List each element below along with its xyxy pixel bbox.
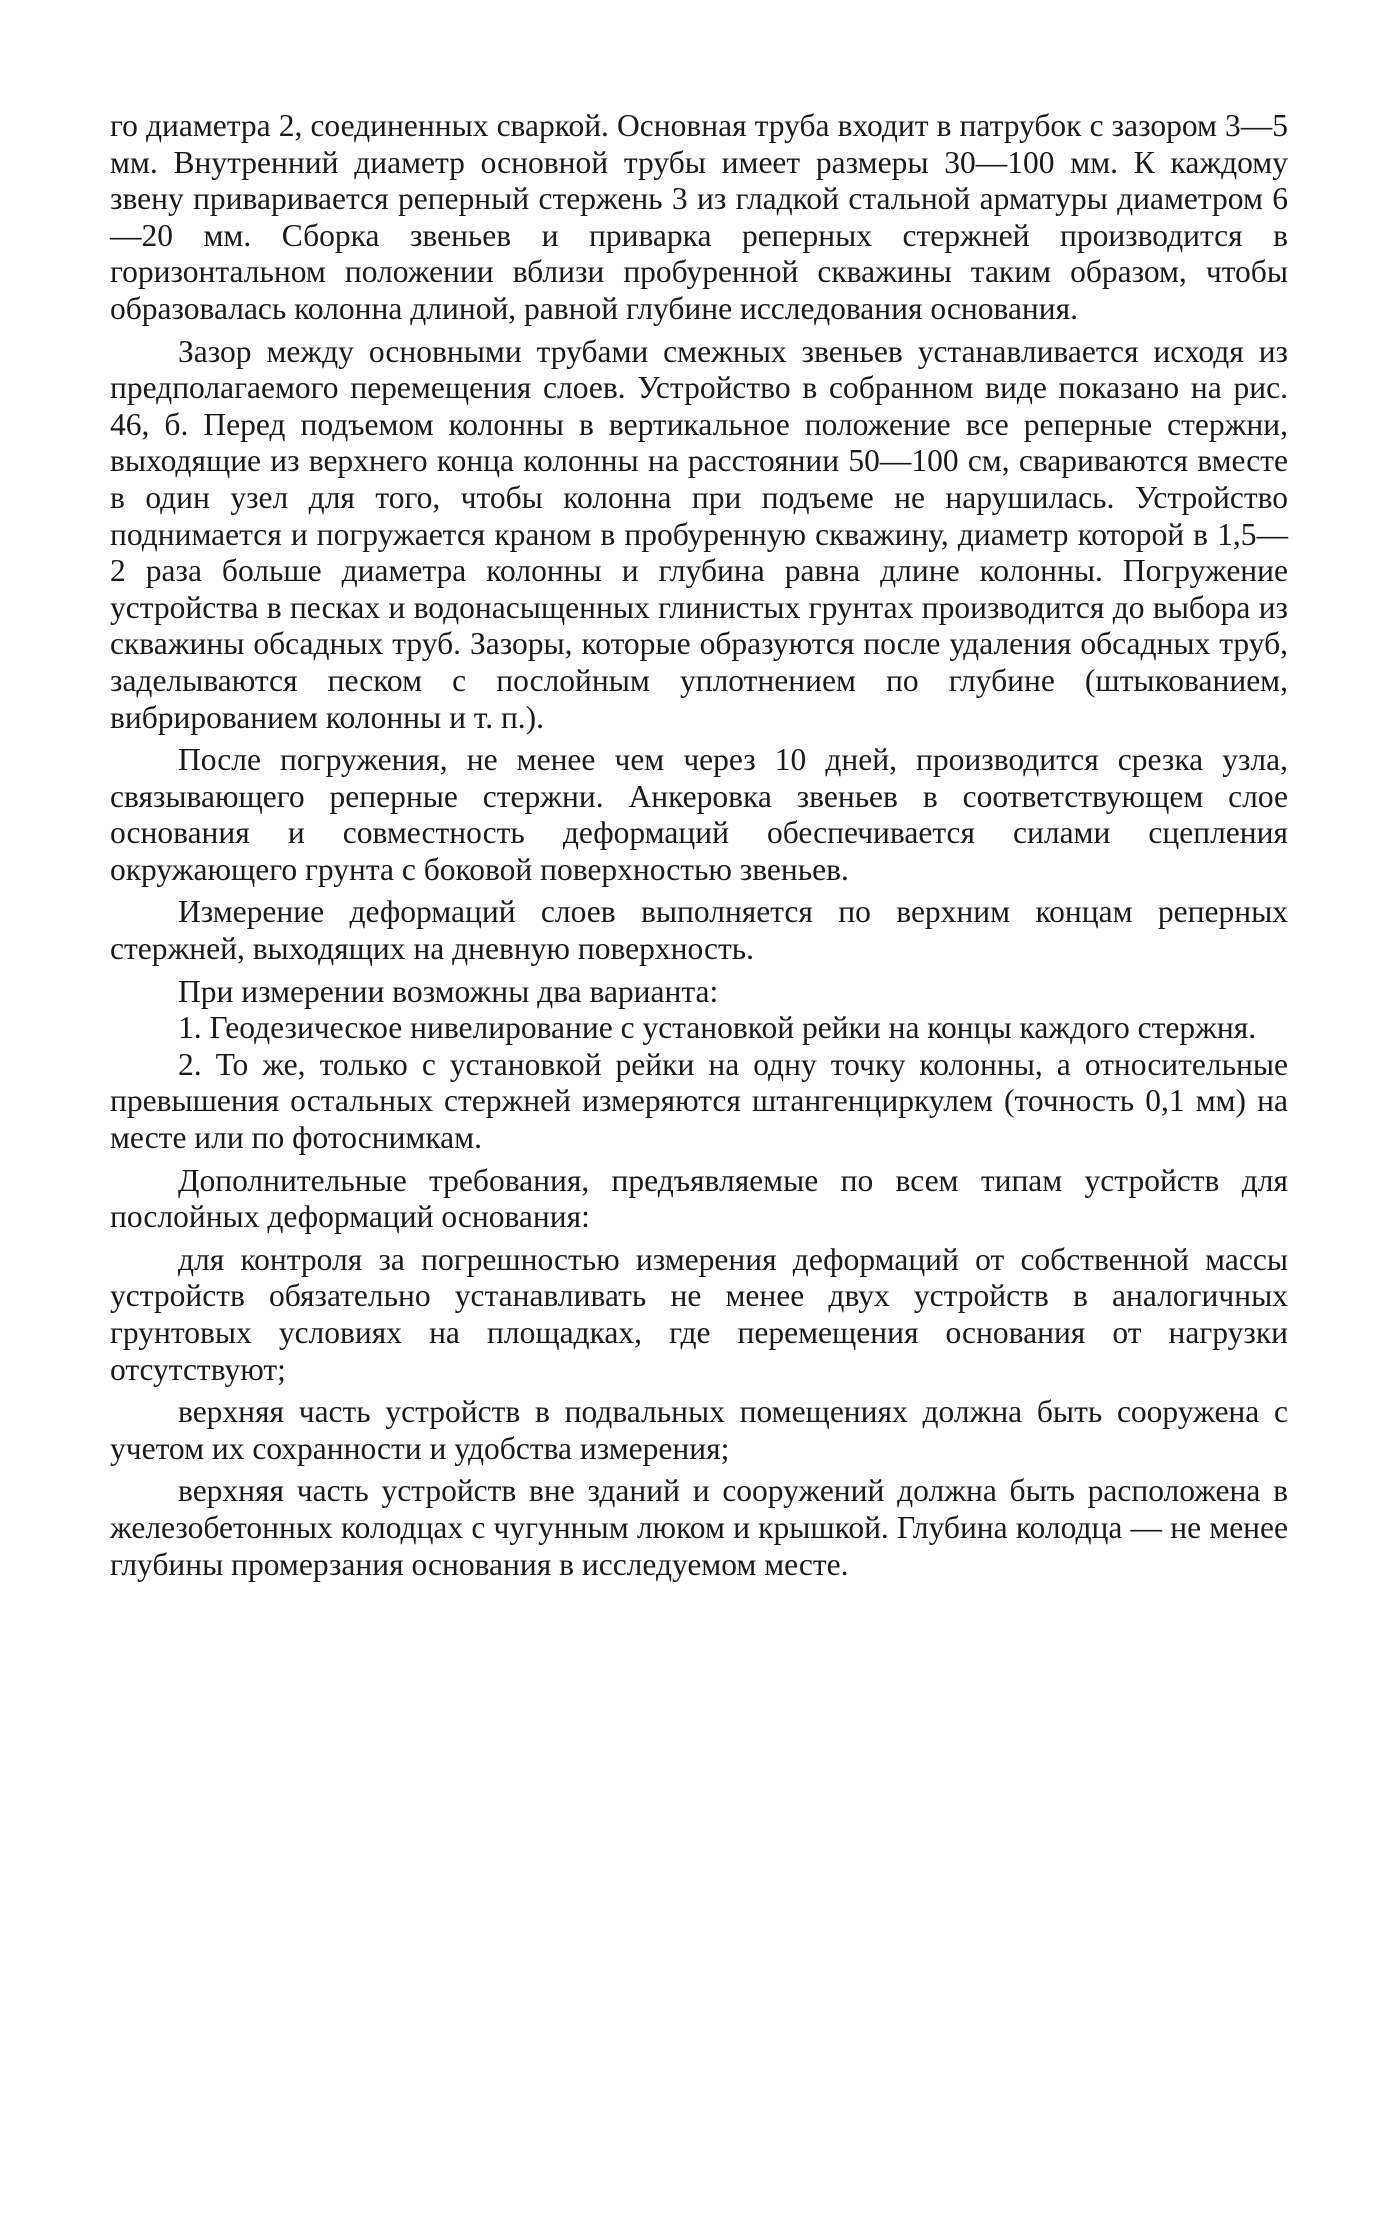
paragraph-gap-installation: Зазор между основными трубами смежных звеньев устанавливается исходя из предполагаемого перемещения слоев. Устройство в собранном виде показано на рис. 46, б. Перед подъемом колонны в вертикальное положение все реперные стержни, выходящие из верхнего конца колонны на расстоянии 50—100 см, свариваются вместе в один узел для того, чтобы колонна при подъеме не нарушилась. Устройство поднимается и погружается краном в пробуренную скважину, диаметр которой в 1,5—2 раза больше диаметра колонны и глубина равна длине колонны. Погружение устройства в песках и водонасыщенных глинистых грунтах производится до выбора из скважины обсадных труб. Зазоры, которые образуются после удаления обсадных труб, заделываются песком с послойным уплотнением по глубине (штыкованием, вибрированием колонны и т. п.). bbox=[110, 333, 1288, 735]
requirement-item-control: для контроля за погрешностью измерения деформаций от собственной массы устройств обязательно устанавливать не менее двух устройств в аналогичных грунтовых условиях на площадках, где перемещения основания от нагрузки отсутствуют; bbox=[110, 1241, 1288, 1387]
list-item-variant-2: 2. То же, только с установкой рейки на одну точку колонны, а относительные превышения остальных стержней измеряются штангенциркулем (точность 0,1 мм) на месте или по фотоснимкам. bbox=[110, 1046, 1288, 1156]
requirement-item-outside: верхняя часть устройств вне зданий и сооружений должна быть расположена в железобетонных колодцах с чугунным люком и крышкой. Глубина колодца — не менее глубины промерзания основания в исследуемом месте. bbox=[110, 1473, 1288, 1582]
document-page bbox=[110, 108, 1288, 1583]
requirement-item-basement: верхняя часть устройств в подвальных помещениях должна быть сооружена с учетом их сохранности и удобства измерения; bbox=[110, 1394, 1288, 1466]
paragraph-continuation: го диаметра 2, соединенных сваркой. Основная труба входит в патрубок с зазором 3—5 мм. Внутренний диаметр основной трубы имеет размеры 30—100 мм. К каждому звену приваривается реперный стержень 3 из гладкой стальной арматуры диаметром 6—20 мм. Сборка звеньев и приварка реперных стержней производится в горизонтальном положении вблизи пробуренной скважины таким образом, чтобы образовалась колонна длиной, равной глубине исследования основания. bbox=[110, 108, 1288, 326]
paragraph-requirements-intro: Дополнительные требования, предъявляемые по всем типам устройств для послойных деформаций основания: bbox=[110, 1162, 1288, 1235]
paragraph-after-immersion: После погружения, не менее чем через 10 дней, производится срезка узла, связывающего реперные стержни. Анкеровка звеньев в соответствующем слое основания и совместность деформаций обеспечивается силами сцепления окружающего грунта с боковой поверхностью звеньев. bbox=[110, 742, 1288, 887]
paragraph-measurement: Измерение деформаций слоев выполняется по верхним концам реперных стержней, выходящих на дневную поверхность. bbox=[110, 894, 1288, 967]
paragraph-variants-intro: При измерении возможны два варианта: bbox=[178, 973, 719, 1009]
list-item-variant-1: 1. Геодезическое нивелирование с установкой рейки на концы каждого стержня. bbox=[178, 1010, 1257, 1046]
